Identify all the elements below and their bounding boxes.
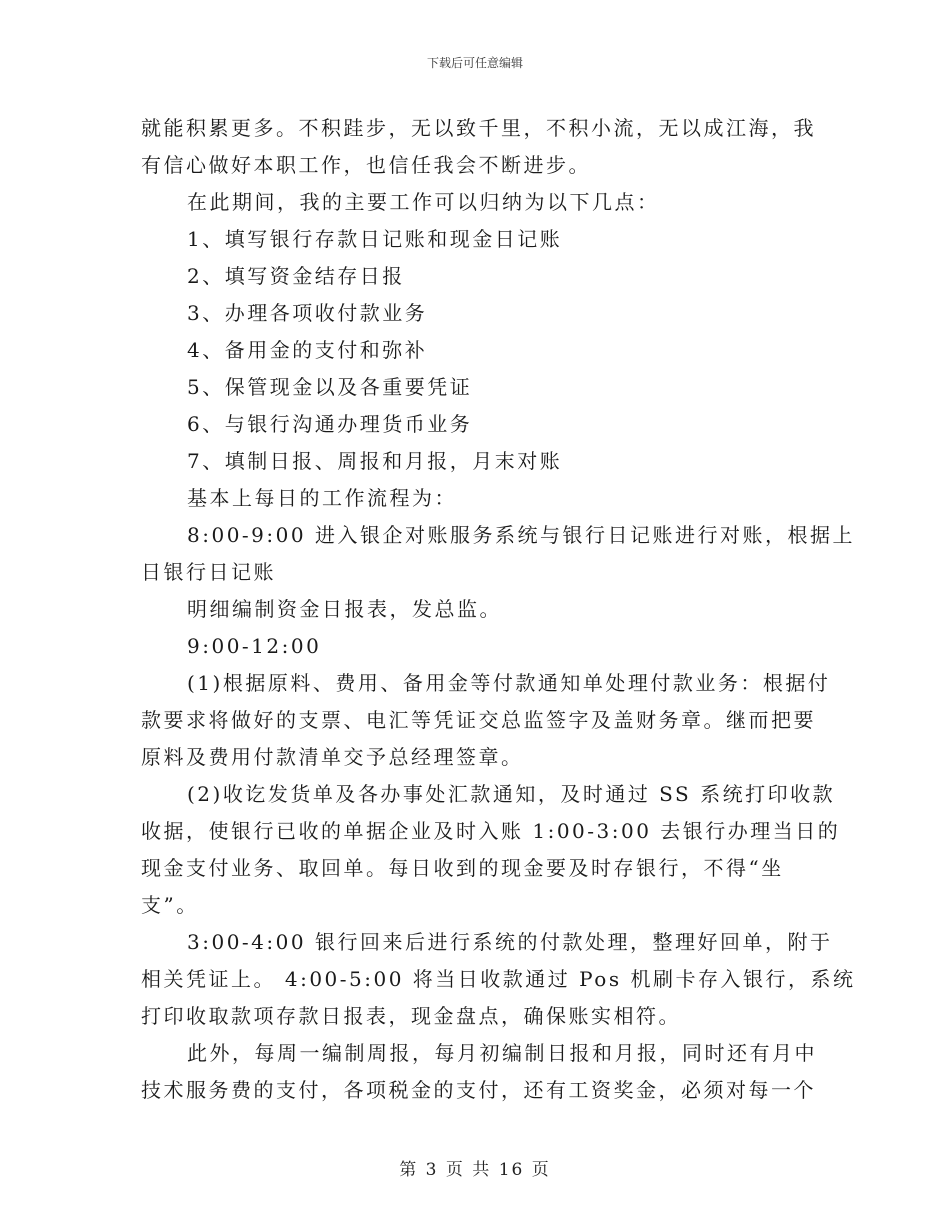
text-line: 收据，使银行已收的单据企业及时入账 1:00-3:00 去银行办理当日的 — [141, 819, 841, 843]
text-line: 此外，每周一编制周报，每月初编制日报和月报，同时还有月中 — [187, 1041, 817, 1065]
text-line: 基本上每日的工作流程为： — [187, 486, 457, 510]
text-line: 款要求将做好的支票、电汇等凭证交总监签字及盖财务章。继而把要 — [141, 708, 816, 732]
list-item: 1、填写银行存款日记账和现金日记账 — [187, 227, 563, 251]
list-item: 4、备用金的支付和弥补 — [187, 338, 428, 362]
text-line: (1)根据原料、费用、备用金等付款通知单处理付款业务：根据付 — [187, 671, 831, 695]
text-line: 8:00-9:00 进入银企对账服务系统与银行日记账进行对账，根据上 — [187, 523, 855, 547]
page-header: 下载后可任意编辑 — [426, 56, 523, 70]
text-line: 现金支付业务、取回单。每日收到的现金要及时存银行，不得“坐 — [141, 856, 784, 880]
document-body — [141, 110, 856, 1109]
text-line: 在此期间，我的主要工作可以归纳为以下几点： — [187, 190, 660, 214]
list-item: 6、与银行沟通办理货币业务 — [187, 412, 473, 436]
text-line: 打印收取款项存款日报表，现金盘点，确保账实相符。 — [141, 1004, 681, 1028]
text-line: 3:00-4:00 银行回来后进行系统的付款处理，整理好回单，附于 — [187, 930, 833, 954]
text-line: 明细编制资金日报表，发总监。 — [187, 597, 502, 621]
text-line: 原料及费用付款清单交予总经理签章。 — [141, 745, 524, 769]
page-footer: 第 3 页 共 16 页 — [399, 1160, 551, 1180]
list-item: 7、填制日报、周报和月报，月末对账 — [187, 449, 563, 473]
text-line: (2)收讫发货单及各办事处汇款通知，及时通过 SS 系统打印收款 — [187, 782, 836, 806]
text-line: 有信心做好本职工作，也信任我会不断进步。 — [141, 153, 591, 177]
text-line: 技术服务费的支付，各项税金的支付，还有工资奖金，必须对每一个 — [141, 1078, 816, 1102]
list-item: 5、保管现金以及各重要凭证 — [187, 375, 473, 399]
list-item: 3、办理各项收付款业务 — [187, 301, 428, 325]
text-line: 日银行日记账 — [141, 560, 276, 584]
list-item: 2、填写资金结存日报 — [187, 264, 405, 288]
text-line: 就能积累更多。不积跬步，无以致千里，不积小流，无以成江海，我 — [141, 116, 816, 140]
text-line: 9:00-12:00 — [187, 634, 322, 658]
text-line: 相关凭证上。 4:00-5:00 将当日收款通过 Pos 机刷卡存入银行，系统 — [141, 967, 856, 991]
text-line: 支”。 — [141, 893, 199, 917]
